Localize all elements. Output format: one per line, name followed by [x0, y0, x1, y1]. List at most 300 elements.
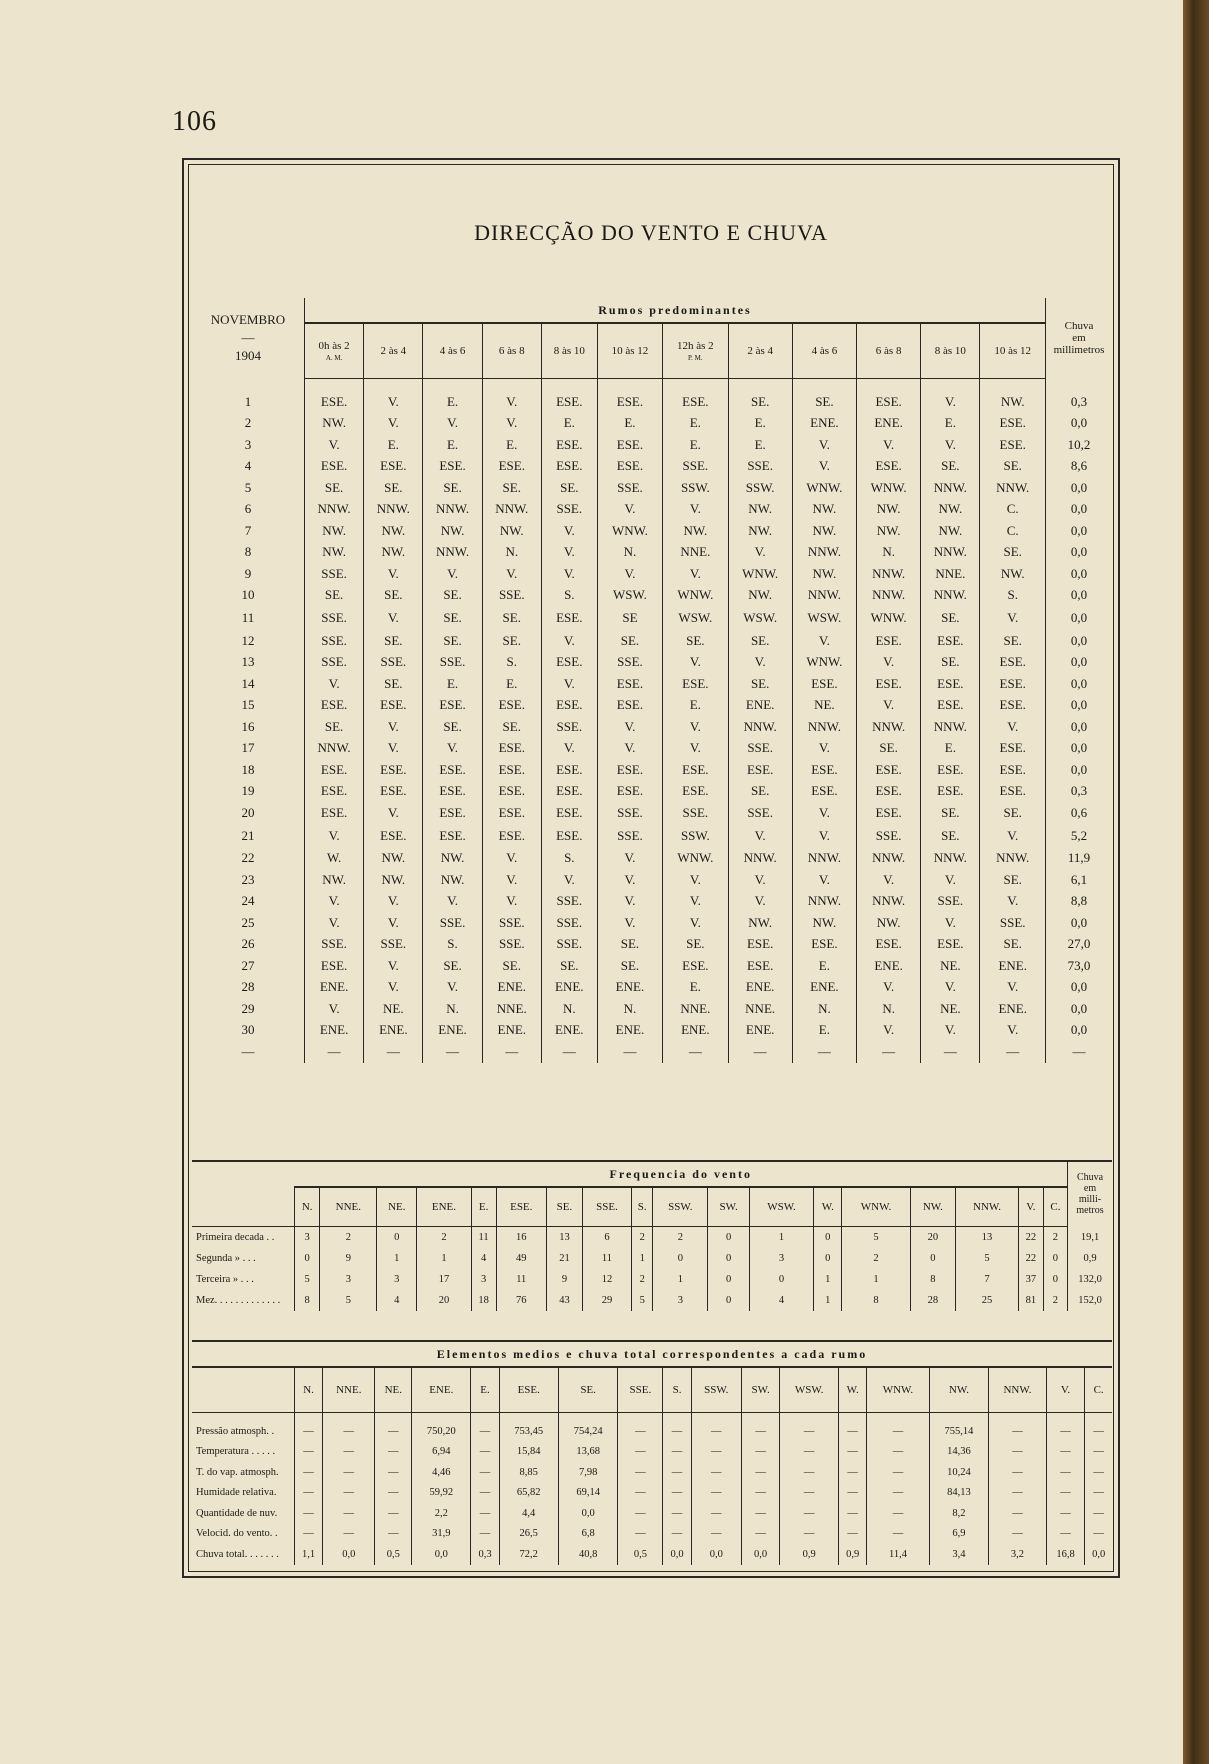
row-label: Temperatura . . . . .: [192, 1442, 295, 1463]
table-cell: WNW.: [857, 606, 921, 630]
table-cell: E.: [663, 413, 728, 435]
table-cell: SE.: [482, 955, 541, 977]
table-cell: V.: [921, 869, 980, 891]
table-cell: S.: [980, 585, 1046, 607]
table-cell: ESE.: [728, 955, 792, 977]
table-cell: 2: [632, 1269, 653, 1290]
frequencia-column-header: ESE.: [496, 1187, 546, 1227]
table-cell: ESE.: [921, 673, 980, 695]
table-cell: —: [323, 1442, 375, 1463]
table-cell: SSE.: [541, 934, 597, 956]
table-cell: NW.: [482, 520, 541, 542]
table-cell: E.: [663, 695, 728, 717]
table-cell: 755,14: [929, 1413, 988, 1442]
table-cell: —: [691, 1483, 741, 1504]
table-cell: ESE.: [482, 781, 541, 803]
table-cell: V.: [305, 824, 364, 848]
table-cell: ESE.: [857, 934, 921, 956]
table-cell: —: [295, 1524, 323, 1545]
table-cell: SE.: [364, 673, 423, 695]
table-cell: NW.: [305, 542, 364, 564]
table-cell: —: [792, 1041, 856, 1063]
rain-cell: 19,1: [1068, 1227, 1113, 1249]
table-cell: ESE.: [980, 673, 1046, 695]
table-cell: 20: [910, 1227, 956, 1249]
table-cell: NNW.: [857, 891, 921, 913]
table-cell: WSW.: [792, 606, 856, 630]
rain-cell: 0,0: [1046, 630, 1113, 652]
table-cell: V.: [792, 630, 856, 652]
table-cell: 0: [1043, 1269, 1067, 1290]
table-cell: V.: [364, 977, 423, 999]
table-cell: NNW.: [921, 542, 980, 564]
table-cell: SSE.: [305, 563, 364, 585]
table-cell: 11,4: [867, 1544, 930, 1565]
frequencia-column-header: NE.: [377, 1187, 417, 1227]
frequencia-column-header: NW.: [910, 1187, 956, 1227]
table-cell: ESE.: [597, 695, 662, 717]
table-row: [192, 1248, 1112, 1269]
table-cell: NNE.: [663, 998, 728, 1020]
table-cell: 1: [814, 1290, 842, 1311]
elementos-column-header: WNW.: [867, 1367, 930, 1413]
table-cell: V.: [921, 379, 980, 413]
table-cell: ENE.: [423, 1020, 482, 1042]
table-cell: —: [989, 1442, 1047, 1463]
table-cell: 29: [582, 1290, 631, 1311]
table-cell: —: [471, 1462, 499, 1483]
table-cell: 13: [546, 1227, 582, 1249]
table-cell: E.: [728, 434, 792, 456]
table-cell: ESE.: [423, 802, 482, 824]
table-cell: SE.: [980, 869, 1046, 891]
table-cell: V.: [857, 434, 921, 456]
rain-header-line: Chuva: [1064, 320, 1094, 333]
table-cell: 2: [1043, 1290, 1067, 1311]
table-cell: V.: [921, 434, 980, 456]
table-cell: ESE.: [857, 379, 921, 413]
rain-cell: 0,0: [1046, 695, 1113, 717]
table-cell: 31,9: [412, 1524, 471, 1545]
table-cell: ESE.: [921, 630, 980, 652]
table-cell: SE.: [921, 652, 980, 674]
table-cell: SSE.: [541, 912, 597, 934]
rumos-column-header: [921, 323, 980, 379]
table-cell: SE.: [728, 673, 792, 695]
table-cell: ESE.: [482, 456, 541, 478]
table-cell: NNW.: [857, 848, 921, 870]
table-cell: WNW.: [792, 477, 856, 499]
table-cell: NE.: [792, 695, 856, 717]
rumos-column-header: [541, 323, 597, 379]
table-cell: SSE.: [728, 802, 792, 824]
table-cell: 81: [1018, 1290, 1043, 1311]
rumos-column-header-row: [192, 323, 1112, 379]
table-cell: ESE.: [541, 802, 597, 824]
table-cell: SSW.: [728, 477, 792, 499]
table-cell: ESE.: [597, 434, 662, 456]
table-cell: N.: [423, 998, 482, 1020]
table-cell: N.: [597, 998, 662, 1020]
table-cell: WNW.: [792, 652, 856, 674]
rain-cell: 0,0: [1046, 542, 1113, 564]
table-cell: V.: [663, 499, 728, 521]
table-cell: 15,84: [499, 1442, 558, 1463]
column-label: 6 às 8: [498, 345, 525, 357]
table-cell: NNW.: [364, 499, 423, 521]
table-cell: 20: [417, 1290, 471, 1311]
table-cell: —: [323, 1524, 375, 1545]
table-cell: 753,45: [499, 1413, 558, 1442]
table-cell: ESE.: [792, 759, 856, 781]
table-cell: NW.: [728, 520, 792, 542]
table-cell: V.: [364, 563, 423, 585]
table-cell: SE.: [364, 585, 423, 607]
table-cell: ESE.: [921, 781, 980, 803]
table-cell: —: [1046, 1462, 1085, 1483]
table-cell: SE.: [597, 955, 662, 977]
rumos-predominantes-table: [192, 298, 1112, 1063]
table-cell: ESE.: [423, 456, 482, 478]
frequencia-column-header: NNW.: [956, 1187, 1019, 1227]
table-cell: 5: [632, 1290, 653, 1311]
table-cell: 0: [814, 1248, 842, 1269]
table-cell: SE.: [980, 802, 1046, 824]
table-cell: —: [323, 1462, 375, 1483]
day-cell: 6: [192, 499, 305, 521]
table-cell: V.: [482, 848, 541, 870]
rumos-group-header: Rumos predominantes: [305, 298, 1046, 323]
rain-cell: 0,0: [1046, 520, 1113, 542]
table-row: [192, 781, 1112, 803]
table-cell: ESE.: [921, 695, 980, 717]
table-cell: WNW.: [857, 477, 921, 499]
table-cell: 26,5: [499, 1524, 558, 1545]
rumos-column-header: [305, 323, 364, 379]
table-cell: V.: [597, 738, 662, 760]
table-cell: —: [691, 1524, 741, 1545]
table-cell: E.: [423, 434, 482, 456]
table-cell: —: [375, 1462, 412, 1483]
table-cell: SE.: [423, 630, 482, 652]
column-label: 4 às 6: [439, 345, 466, 357]
day-cell: 9: [192, 563, 305, 585]
table-cell: NW.: [305, 520, 364, 542]
column-label: 10 às 12: [994, 345, 1032, 357]
table-cell: ESE.: [305, 759, 364, 781]
table-cell: ESE.: [857, 802, 921, 824]
row-label: Chuva total. . . . . . .: [192, 1544, 295, 1565]
table-cell: 2: [417, 1227, 471, 1249]
table-cell: SSE.: [364, 934, 423, 956]
table-cell: NW.: [980, 379, 1046, 413]
rumos-column-header: [364, 323, 423, 379]
table-cell: ESE.: [857, 781, 921, 803]
table-cell: V.: [663, 563, 728, 585]
table-row: [192, 434, 1112, 456]
table-cell: S.: [482, 652, 541, 674]
table-cell: C.: [980, 520, 1046, 542]
table-cell: ESE.: [305, 695, 364, 717]
row-label: Quantidade de nuv.: [192, 1503, 295, 1524]
table-cell: SE.: [728, 781, 792, 803]
rain-cell: 5,2: [1046, 824, 1113, 848]
table-cell: SSE.: [857, 824, 921, 848]
table-cell: ESE.: [364, 824, 423, 848]
table-cell: ESE.: [423, 781, 482, 803]
table-cell: V.: [921, 912, 980, 934]
table-cell: 5: [956, 1248, 1019, 1269]
table-cell: —: [471, 1503, 499, 1524]
table-cell: V.: [305, 912, 364, 934]
table-cell: —: [839, 1503, 867, 1524]
table-cell: —: [423, 1041, 482, 1063]
table-cell: —: [618, 1524, 663, 1545]
table-row: [192, 520, 1112, 542]
table-cell: —: [691, 1413, 741, 1442]
table-cell: SSE.: [728, 738, 792, 760]
table-cell: —: [1046, 1442, 1085, 1463]
frequencia-column-header: SW.: [708, 1187, 750, 1227]
table-cell: NW.: [728, 585, 792, 607]
table-cell: 0,3: [471, 1544, 499, 1565]
table-cell: SE.: [541, 955, 597, 977]
table-cell: S.: [541, 848, 597, 870]
table-cell: N.: [597, 542, 662, 564]
table-row: [192, 716, 1112, 738]
day-cell: 3: [192, 434, 305, 456]
rain-cell: 0,0: [1046, 998, 1113, 1020]
table-cell: —: [597, 1041, 662, 1063]
table-cell: V.: [541, 563, 597, 585]
table-cell: ESE.: [792, 673, 856, 695]
table-cell: ESE.: [663, 379, 728, 413]
table-cell: NW.: [792, 912, 856, 934]
table-cell: ESE.: [364, 695, 423, 717]
table-cell: —: [1093, 1446, 1104, 1458]
table-row: [192, 738, 1112, 760]
table-cell: 3: [471, 1269, 496, 1290]
table-cell: V.: [482, 413, 541, 435]
table-cell: ESE.: [423, 695, 482, 717]
table-cell: —: [471, 1442, 499, 1463]
elementos-column-header: NW.: [929, 1367, 988, 1413]
table-cell: NW.: [792, 520, 856, 542]
table-cell: ESE.: [857, 456, 921, 478]
table-cell: 8: [295, 1290, 320, 1311]
table-cell: 11: [496, 1269, 546, 1290]
table-cell: —: [295, 1413, 323, 1442]
table-row: [192, 1227, 1112, 1249]
table-cell: NW.: [364, 869, 423, 891]
column-label: 12h às 2: [677, 340, 714, 352]
table-cell: —: [867, 1413, 930, 1442]
table-cell: 7,98: [558, 1462, 617, 1483]
table-cell: V.: [482, 563, 541, 585]
table-cell: V.: [857, 1020, 921, 1042]
table-cell: ESE.: [541, 456, 597, 478]
table-cell: WNW.: [597, 520, 662, 542]
table-cell: —: [780, 1442, 839, 1463]
table-cell: —: [980, 1041, 1046, 1063]
table-cell: —: [295, 1462, 323, 1483]
rain-cell: 73,0: [1046, 955, 1113, 977]
table-cell: ENE.: [728, 1020, 792, 1042]
table-cell: ENE.: [482, 1020, 541, 1042]
table-cell: —: [323, 1503, 375, 1524]
table-cell: —: [867, 1524, 930, 1545]
table-cell: 0: [708, 1290, 750, 1311]
table-cell: V.: [663, 716, 728, 738]
table-cell: ESE.: [980, 413, 1046, 435]
table-cell: ENE.: [364, 1020, 423, 1042]
table-cell: E.: [792, 1020, 856, 1042]
month-year-header: [192, 298, 305, 379]
table-cell: ESE.: [364, 759, 423, 781]
table-cell: ESE.: [364, 781, 423, 803]
table-cell: NNW.: [921, 848, 980, 870]
table-cell: 3: [295, 1227, 320, 1249]
table-cell: —: [663, 1503, 691, 1524]
table-cell: SSE.: [597, 824, 662, 848]
table-cell: 84,13: [929, 1483, 988, 1504]
table-cell: SSE.: [305, 934, 364, 956]
table-frame: [182, 158, 1120, 1578]
table-cell: SE.: [305, 477, 364, 499]
table-cell: —: [323, 1483, 375, 1504]
table-cell: SSE.: [423, 912, 482, 934]
table-row: [192, 413, 1112, 435]
table-cell: SSW.: [663, 824, 728, 848]
table-row: [192, 824, 1112, 848]
day-cell: 24: [192, 891, 305, 913]
table-row: [192, 912, 1112, 934]
table-cell: —: [839, 1413, 867, 1442]
table-cell: NNW.: [921, 477, 980, 499]
table-cell: SSE.: [305, 606, 364, 630]
table-cell: ESE.: [482, 738, 541, 760]
table-cell: V.: [541, 673, 597, 695]
elementos-column-header: W.: [839, 1367, 867, 1413]
table-cell: —: [839, 1462, 867, 1483]
rain-cell: 0,0: [1046, 1020, 1113, 1042]
table-cell: SSE.: [482, 912, 541, 934]
table-cell: V.: [597, 716, 662, 738]
table-cell: 9: [546, 1269, 582, 1290]
column-label: 0h às 2: [318, 340, 350, 352]
elementos-column-header: NNW.: [989, 1367, 1047, 1413]
table-cell: —: [618, 1462, 663, 1483]
table-cell: V.: [728, 652, 792, 674]
table-cell: 0,0: [663, 1544, 691, 1565]
day-cell: 23: [192, 869, 305, 891]
rain-cell: 8,8: [1046, 891, 1113, 913]
rain-cell: 0,0: [1046, 585, 1113, 607]
table-cell: 2,2: [412, 1503, 471, 1524]
table-cell: 16,8: [1046, 1544, 1085, 1565]
elementos-body: [192, 1413, 1112, 1565]
table-row: [192, 998, 1112, 1020]
table-cell: SSE.: [541, 716, 597, 738]
table-cell: 13: [956, 1227, 1019, 1249]
table-cell: ESE.: [305, 781, 364, 803]
column-label: 8 às 10: [934, 345, 966, 357]
table-cell: —: [691, 1442, 741, 1463]
table-cell: V.: [364, 716, 423, 738]
table-cell: ENE.: [857, 955, 921, 977]
table-cell: V.: [792, 738, 856, 760]
table-cell: ESE.: [597, 673, 662, 695]
day-cell: 19: [192, 781, 305, 803]
table-cell: SSE.: [541, 499, 597, 521]
table-cell: V.: [857, 869, 921, 891]
table-cell: ESE.: [857, 673, 921, 695]
table-cell: —: [780, 1524, 839, 1545]
table-cell: V.: [541, 520, 597, 542]
table-cell: 22: [1018, 1248, 1043, 1269]
rain-header-line: milli-: [1078, 1194, 1102, 1206]
day-cell: 26: [192, 934, 305, 956]
frequencia-column-header: E.: [471, 1187, 496, 1227]
table-row: [192, 1524, 1112, 1545]
table-cell: —: [618, 1413, 663, 1442]
table-cell: NW.: [423, 520, 482, 542]
table-cell: ENE.: [597, 1020, 662, 1042]
table-cell: —: [295, 1483, 323, 1504]
day-cell: 29: [192, 998, 305, 1020]
table-cell: V.: [728, 824, 792, 848]
table-row: [192, 955, 1112, 977]
table-cell: 0: [377, 1227, 417, 1249]
table-cell: —: [1046, 1503, 1085, 1524]
table-cell: —: [375, 1413, 412, 1442]
row-label: Segunda » . . .: [192, 1248, 295, 1269]
table-cell: 0: [814, 1227, 842, 1249]
table-cell: ESE.: [857, 630, 921, 652]
table-cell: ENE.: [728, 695, 792, 717]
rain-cell: 0,0: [1046, 499, 1113, 521]
table-cell: —: [663, 1413, 691, 1442]
table-cell: ENE.: [980, 955, 1046, 977]
table-row: [192, 1503, 1112, 1524]
table-cell: ENE.: [792, 977, 856, 999]
table-cell: 4: [377, 1290, 417, 1311]
table-cell: —: [323, 1413, 375, 1442]
table-cell: —: [867, 1483, 930, 1504]
table-cell: V.: [792, 456, 856, 478]
table-cell: SE.: [305, 585, 364, 607]
table-cell: V.: [980, 606, 1046, 630]
rain-cell: 0,0: [1046, 606, 1113, 630]
table-cell: E.: [663, 977, 728, 999]
day-cell: 4: [192, 456, 305, 478]
table-cell: ESE.: [597, 456, 662, 478]
table-cell: NNE.: [663, 542, 728, 564]
table-cell: ENE.: [482, 977, 541, 999]
table-cell: V.: [364, 738, 423, 760]
day-cell: 25: [192, 912, 305, 934]
table-cell: SE.: [980, 542, 1046, 564]
rain-cell: 0,0: [1046, 977, 1113, 999]
frequencia-column-header: WSW.: [749, 1187, 813, 1227]
table-cell: E.: [921, 738, 980, 760]
table-cell: V.: [663, 869, 728, 891]
table-cell: ESE.: [857, 759, 921, 781]
table-cell: ENE.: [597, 977, 662, 999]
table-cell: —: [1093, 1466, 1104, 1478]
table-cell: ENE.: [305, 977, 364, 999]
column-label: 10 às 12: [611, 345, 649, 357]
